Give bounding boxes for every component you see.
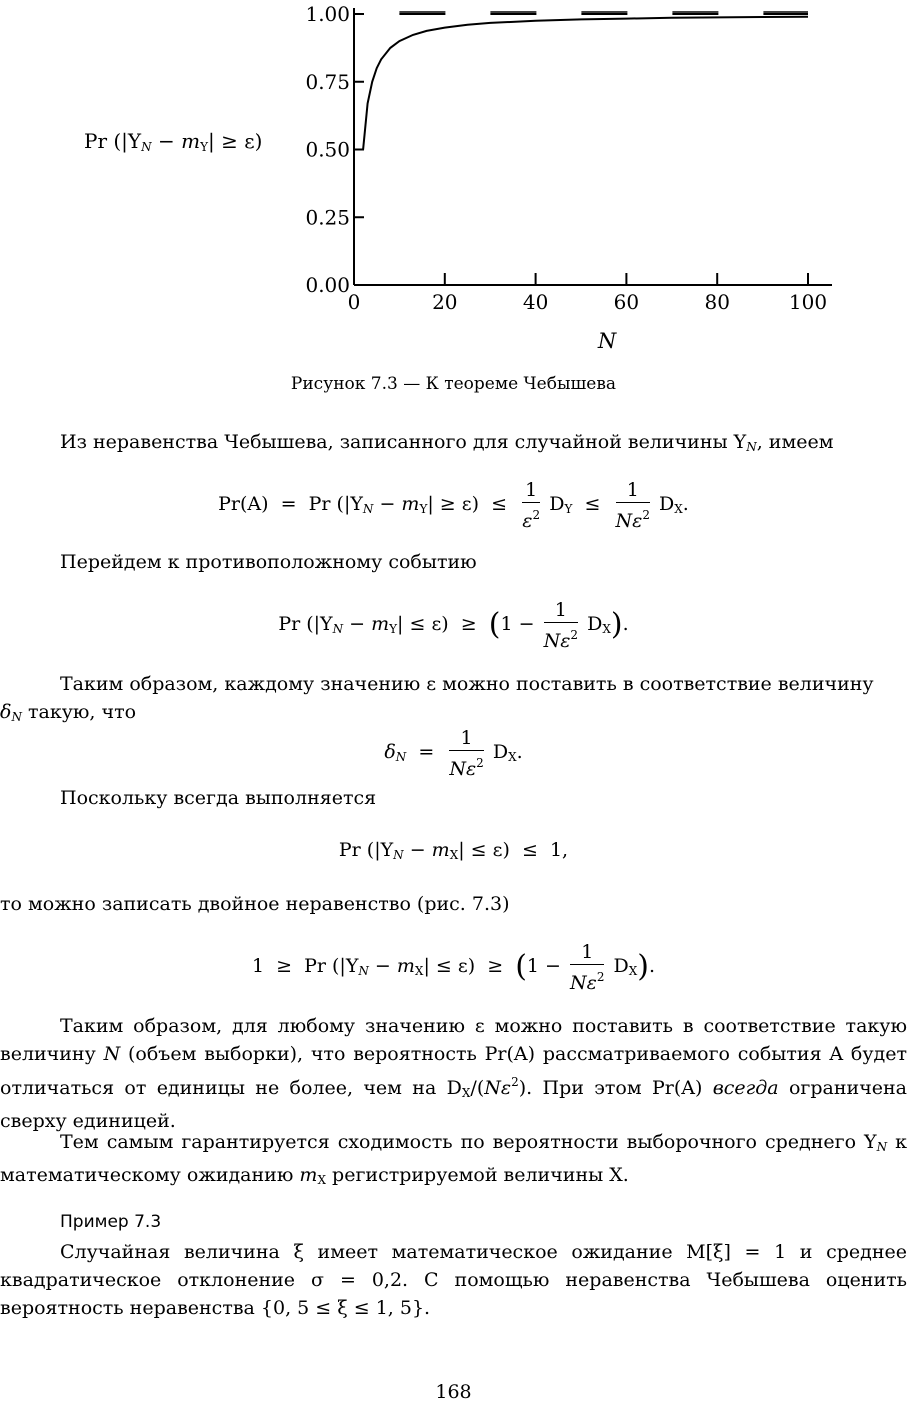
y-tick-label: 0.50 [305, 137, 350, 162]
x-axis-label: N [597, 329, 617, 353]
chart-ylabel: Pr $(|Y_N - m_Y| \ge \varepsilon)$ [84, 129, 263, 154]
equation-2: Pr $(|Y_N - m_Y| \le \varepsilon) \ge (1$ − $\frac{1}{N\varepsilon^2}$ $D_X$). [278, 598, 629, 652]
x-tick-label: 100 [788, 290, 828, 314]
paragraph-7: Тем самым гарантируется сходимость по вероятности выборочного среднего $Y_N$ к математическому ожиданию $m_X$ регистрируемой величины X. [0, 1131, 907, 1187]
figure-caption: Рисунок 7.3 — К теореме Чебышева [290, 374, 617, 394]
paragraph-4: Поскольку всегда выполняется [60, 787, 377, 809]
x-tick-label: 0 [347, 290, 361, 314]
y-tick-label: 0.25 [305, 205, 350, 230]
y-tick-label: 0.75 [305, 69, 350, 94]
y-tick-label: 0.00 [305, 273, 350, 297]
equation-5: 1 ≥ Pr $(|Y_N - m_X| \le \varepsilon) \ge (1$ − $\frac{1}{N\varepsilon^2}$ $D_X$). [251, 940, 656, 994]
x-tick-label: 60 [613, 290, 640, 314]
x-tick-label: 20 [432, 290, 458, 314]
series-line-bound [363, 17, 808, 150]
x-tick-label: 80 [704, 290, 730, 314]
chart-plot [360, 12, 808, 150]
paragraph-8: Случайная величина ξ имеет математическое ожидание M[ξ] = 1 и среднее квадратическое отклонение σ = 0,2. С помощью неравенства Чебышева оценить вероятность неравенства {0, 5 ≤ ξ ≤ 1, 5}. [0, 1241, 907, 1319]
page-number: 168 [435, 1381, 472, 1403]
equation-1: Pr(A) = Pr $(|Y_N - m_Y| \ge \varepsilon)$ ≤ $\frac{1}{\varepsilon^2}$ $D_Y$ ≤ $\frac{1}{N\varepsilon^2}$ $D_X$. [218, 478, 689, 532]
equation-4: Pr $(|Y_N - m_X| \le \varepsilon) \le 1$, [338, 839, 569, 862]
chebyshev-chart [0, 0, 907, 360]
x-tick-label: 40 [522, 290, 549, 314]
paragraph-6: Таким образом, для любому значению ε можно поставить в соответствие такую величину N (объем выборки), что вероятность Pr(A) рассматриваемого события A будет отличаться от единицы не более, чем на $D_X/(N\varepsilon^2)$. При этом Pr(A) всегда ограничена сверху единицей. [0, 1015, 907, 1132]
paragraph-1: Из неравенства Чебышева, записанного для случайной величины $Y_N$, имеем [60, 431, 834, 454]
y-tick-label: 1.00 [305, 2, 350, 26]
paragraph-3-line1: Таким образом, каждому значению ε можно поставить в соответствие величину [60, 673, 874, 695]
paragraph-3-line2: $\delta_N$ такую, что [0, 701, 137, 724]
paragraph-5: то можно записать двойное неравенство (рис. 7.3) [0, 893, 510, 915]
example-heading: Пример 7.3 [60, 1212, 162, 1232]
equation-3: $\delta_N$ = $\frac{1}{N\varepsilon^2}$ $D_X$. [384, 726, 523, 780]
paragraph-2: Перейдем к противоположному событию [60, 551, 477, 573]
